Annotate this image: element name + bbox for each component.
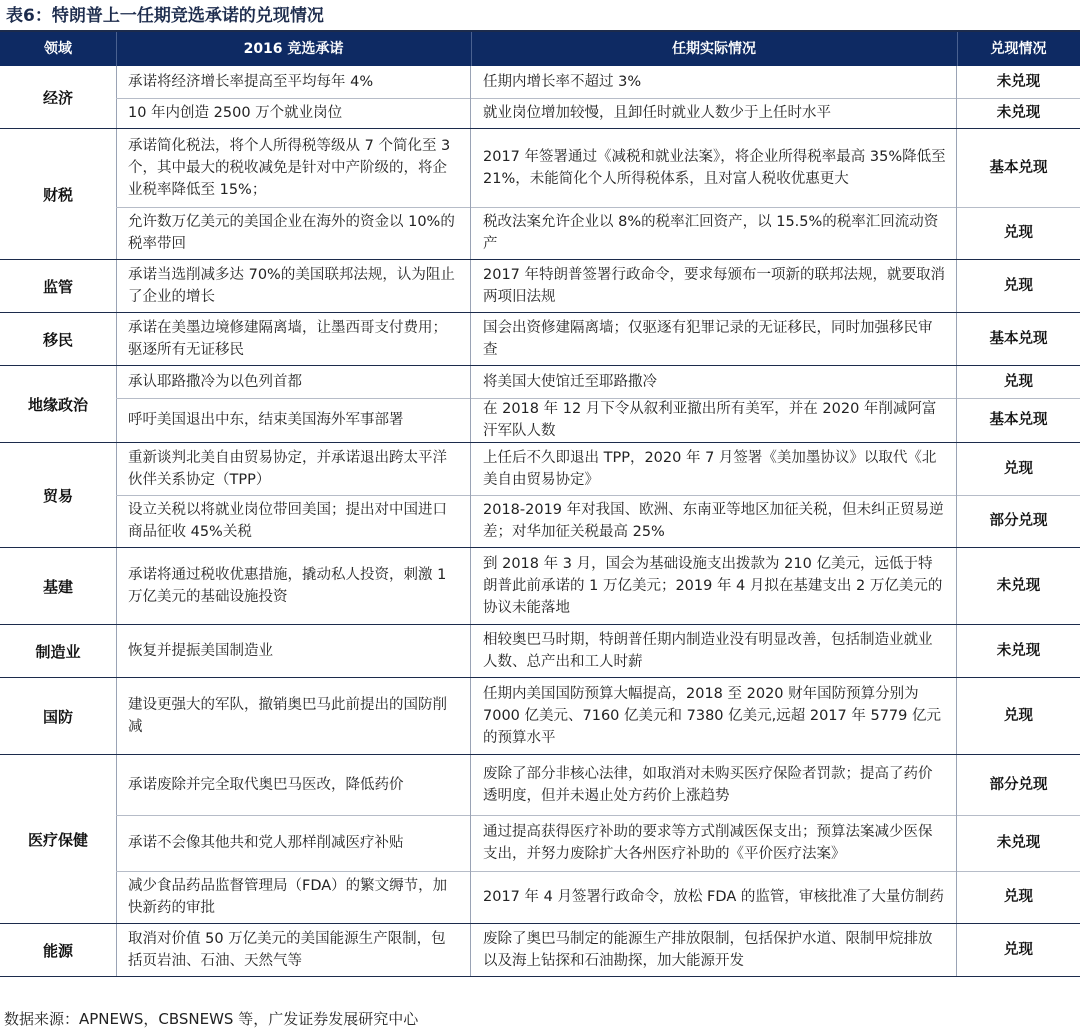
domain-cell: 能源 (0, 924, 117, 976)
actual-cell-text: 相较奥巴马时期，特朗普任期内制造业没有明显改善，包括制造业就业人数、总产出和工人时薪 (483, 632, 933, 670)
promise-cell-text: 设立关税以将就业岗位带回美国；提出对中国进口商品征收 45%关税 (128, 502, 447, 540)
promise-cell (116, 871, 471, 923)
status-cell-text: 基本兑现 (989, 412, 1048, 428)
domain-cell: 经济 (0, 66, 117, 128)
actual-cell (471, 129, 957, 207)
table-row (116, 815, 1080, 872)
actual-cell (471, 625, 957, 677)
actual-cell (471, 548, 957, 624)
promise-cell (116, 260, 471, 312)
actual-cell (471, 66, 957, 98)
actual-cell-text: 就业岗位增加较慢，且卸任时就业人数少于上任时水平 (483, 105, 831, 121)
promise-cell-text: 承认耶路撒冷为以色列首都 (128, 374, 302, 390)
status-cell-text: 基本兑现 (989, 331, 1048, 347)
table-row (116, 495, 1080, 547)
status-cell-text: 未兑现 (996, 578, 1041, 594)
table-row (116, 207, 1080, 259)
status-cell (957, 129, 1080, 207)
header-actual: 任期实际情况 (471, 32, 958, 66)
promise-cell (116, 815, 471, 871)
table-row (116, 129, 1080, 208)
promise-cell (116, 313, 471, 365)
table-row (116, 66, 1080, 99)
status-cell-text: 未兑现 (996, 835, 1041, 851)
status-cell (957, 98, 1080, 128)
promise-cell-text: 承诺将通过税收优惠措施，撬动私人投资，刺激 1 万亿美元的基础设施投资 (128, 567, 447, 605)
domain-cell: 医疗保健 (0, 755, 117, 923)
status-cell-text: 基本兑现 (989, 160, 1048, 176)
status-cell (957, 678, 1080, 754)
status-cell-text: 兑现 (1004, 942, 1033, 958)
table-group (0, 924, 1080, 977)
status-cell (957, 207, 1080, 259)
table-title: 表6：特朗普上一任期竞选承诺的兑现情况 (6, 6, 324, 26)
table-group (0, 366, 1080, 443)
table-group (0, 548, 1080, 625)
actual-cell-text: 废除了部分非核心法律，如取消对未购买医疗保险者罚款；提高了药价透明度，但并未遏止处方药价上涨趋势 (483, 766, 933, 804)
domain-cell: 监管 (0, 260, 117, 312)
status-cell-text: 兑现 (1004, 461, 1033, 477)
domain-cell: 财税 (0, 129, 117, 259)
actual-cell (471, 207, 957, 259)
status-cell-text: 未兑现 (996, 643, 1041, 659)
status-cell-text: 兑现 (1004, 278, 1033, 294)
table-row (116, 755, 1080, 816)
actual-cell-text: 将美国大使馆迁至耶路撒冷 (483, 374, 657, 390)
promise-cell-text: 取消对价值 50 万亿美元的美国能源生产限制，包括页岩油、石油、天然气等 (128, 931, 446, 969)
table-group (0, 678, 1080, 755)
promise-cell-text: 承诺将经济增长率提高至平均每年 4% (128, 74, 374, 90)
status-cell (957, 398, 1080, 442)
actual-cell (471, 495, 957, 547)
actual-cell (471, 678, 957, 754)
promise-cell (116, 443, 471, 495)
promise-cell (116, 398, 471, 442)
header-status: 兑现情况 (990, 41, 1047, 57)
promise-cell-text: 承诺当选削减多达 70%的美国联邦法规，认为阻止了企业的增长 (128, 267, 455, 305)
promise-cell (116, 66, 471, 98)
actual-cell (471, 924, 957, 976)
actual-cell-text: 2018-2019 年对我国、欧洲、东南亚等地区加征关税，但未纠正贸易逆差；对华加征关税最高 25% (483, 502, 944, 540)
table-row (116, 366, 1080, 399)
actual-cell (471, 398, 957, 442)
table-row (116, 313, 1080, 365)
table-group (0, 313, 1080, 366)
header-domain: 领域 (0, 32, 117, 66)
actual-cell-text: 国会出资修建隔离墙；仅驱逐有犯罪记录的无证移民，同时加强移民审查 (483, 320, 933, 358)
table-row (116, 548, 1080, 624)
table-row (116, 678, 1080, 754)
actual-cell-text: 2017 年 4 月签署行政命令，放松 FDA 的监管，审核批准了大量仿制药 (483, 889, 944, 905)
actual-cell (471, 260, 957, 312)
promise-cell (116, 755, 471, 815)
actual-cell (471, 98, 957, 128)
actual-cell-text: 任期内美国国防预算大幅提高，2018 至 2020 财年国防预算分别为 7000 亿美元、7160 亿美元和 7380 亿美元,远超 2017 年 5779 亿元的预算水平 (483, 686, 941, 746)
promise-cell-text: 承诺在美墨边境修建隔离墙，让墨西哥支付费用；驱逐所有无证移民 (128, 320, 447, 358)
promise-cell-text: 减少食品药品监督管理局（FDA）的繁文缛节，加快新药的审批 (128, 878, 448, 916)
table-group (0, 129, 1080, 260)
domain-cell: 移民 (0, 313, 117, 365)
table-header (0, 32, 1080, 66)
actual-cell-text: 任期内增长率不超过 3% (483, 74, 642, 90)
status-cell (957, 260, 1080, 312)
table-row (116, 398, 1080, 442)
actual-cell-text: 到 2018 年 3 月，国会为基础设施支出拨款为 210 亿美元，远低于特朗普此前承诺的 1 万亿美元；2019 年 4 月拟在基建支出 2 万亿美元的协议未能落地 (483, 556, 943, 616)
promise-cell (116, 495, 471, 547)
promise-cell (116, 625, 471, 677)
actual-cell (471, 815, 957, 871)
status-cell-text: 部分兑现 (989, 513, 1048, 529)
table-group (0, 755, 1080, 924)
table-row (116, 260, 1080, 312)
actual-cell-text: 上任后不久即退出 TPP，2020 年 7 月签署《美加墨协议》以取代《北美自由贸易协定》 (483, 450, 937, 488)
table-group (0, 625, 1080, 678)
source-note: 数据来源：APNEWS，CBSNEWS 等，广发证券发展研究中心 (4, 1010, 419, 1028)
status-cell (957, 313, 1080, 365)
domain-cell: 地缘政治 (0, 366, 117, 442)
actual-cell (471, 755, 957, 815)
promise-cell-text: 建设更强大的军队，撤销奥巴马此前提出的国防削减 (128, 697, 447, 735)
status-cell-text: 兑现 (1004, 889, 1033, 905)
domain-cell: 制造业 (0, 625, 117, 677)
status-cell (957, 924, 1080, 976)
status-cell-text: 兑现 (1004, 374, 1033, 390)
status-cell (957, 548, 1080, 624)
actual-cell (471, 871, 957, 923)
table-group (0, 260, 1080, 313)
promise-cell (116, 678, 471, 754)
actual-cell-text: 通过提高获得医疗补助的要求等方式削减医保支出；预算法案减少医保支出，并努力废除扩大各州医疗补助的《平价医疗法案》 (483, 824, 933, 862)
status-cell (957, 366, 1080, 398)
status-cell (957, 755, 1080, 815)
domain-cell: 贸易 (0, 443, 117, 547)
status-cell (957, 66, 1080, 98)
domain-cell: 基建 (0, 548, 117, 624)
promise-cell (116, 924, 471, 976)
table-row (116, 924, 1080, 976)
table-group (0, 66, 1080, 129)
status-cell (957, 495, 1080, 547)
promise-cell (116, 548, 471, 624)
promise-cell (116, 129, 471, 207)
promise-cell-text: 恢复并提振美国制造业 (128, 643, 273, 659)
promise-cell (116, 207, 471, 259)
actual-cell-text: 税改法案允许企业以 8%的税率汇回资产，以 15.5%的税率汇回流动资产 (483, 214, 939, 252)
table-row (116, 98, 1080, 128)
promise-cell-text: 承诺简化税法，将个人所得税等级从 7 个简化至 3 个，其中最大的税收减免是针对中产阶级的，将企业税率降低至 15%； (128, 138, 451, 198)
table-row (116, 625, 1080, 677)
promise-cell-text: 承诺不会像其他共和党人那样削减医疗补贴 (128, 835, 404, 851)
status-cell-text: 未兑现 (996, 74, 1041, 90)
promise-cell (116, 366, 471, 398)
promise-cell-text: 承诺废除并完全取代奥巴马医改，降低药价 (128, 777, 404, 793)
domain-cell: 国防 (0, 678, 117, 754)
status-cell-text: 部分兑现 (989, 777, 1048, 793)
promise-cell (116, 98, 471, 128)
status-cell-text: 兑现 (1004, 708, 1033, 724)
status-cell (957, 443, 1080, 495)
status-cell (957, 625, 1080, 677)
promise-cell-text: 呼吁美国退出中东，结束美国海外军事部署 (128, 412, 404, 428)
actual-cell-text: 废除了奥巴马制定的能源生产排放限制，包括保护水道、限制甲烷排放以及海上钻探和石油勘探，加大能源开发 (483, 931, 933, 969)
actual-cell (471, 443, 957, 495)
header-promise: 2016 竞选承诺 (116, 32, 472, 66)
actual-cell-text: 2017 年签署通过《减税和就业法案》，将企业所得税率最高 35%降低至 21%，未能简化个人所得税体系，且对富人税收优惠更大 (483, 149, 946, 187)
actual-cell (471, 313, 957, 365)
actual-cell-text: 2017 年特朗普签署行政命令，要求每颁布一项新的联邦法规，就要取消两项旧法规 (483, 267, 946, 305)
promise-cell-text: 允许数万亿美元的美国企业在海外的资金以 10%的税率带回 (128, 214, 455, 252)
status-cell-text: 兑现 (1004, 225, 1033, 241)
status-cell (957, 815, 1080, 871)
table-row (116, 443, 1080, 496)
table-row (116, 871, 1080, 923)
table-group (0, 443, 1080, 548)
promise-cell-text: 重新谈判北美自由贸易协定，并承诺退出跨太平洋伙伴关系协定（TPP） (128, 450, 447, 488)
actual-cell (471, 366, 957, 398)
status-cell-text: 未兑现 (996, 105, 1041, 121)
actual-cell-text: 在 2018 年 12 月下令从叙利亚撤出所有美军，并在 2020 年削减阿富汗军队人数 (483, 401, 937, 439)
promise-cell-text: 10 年内创造 2500 万个就业岗位 (128, 105, 343, 121)
status-cell (957, 871, 1080, 923)
